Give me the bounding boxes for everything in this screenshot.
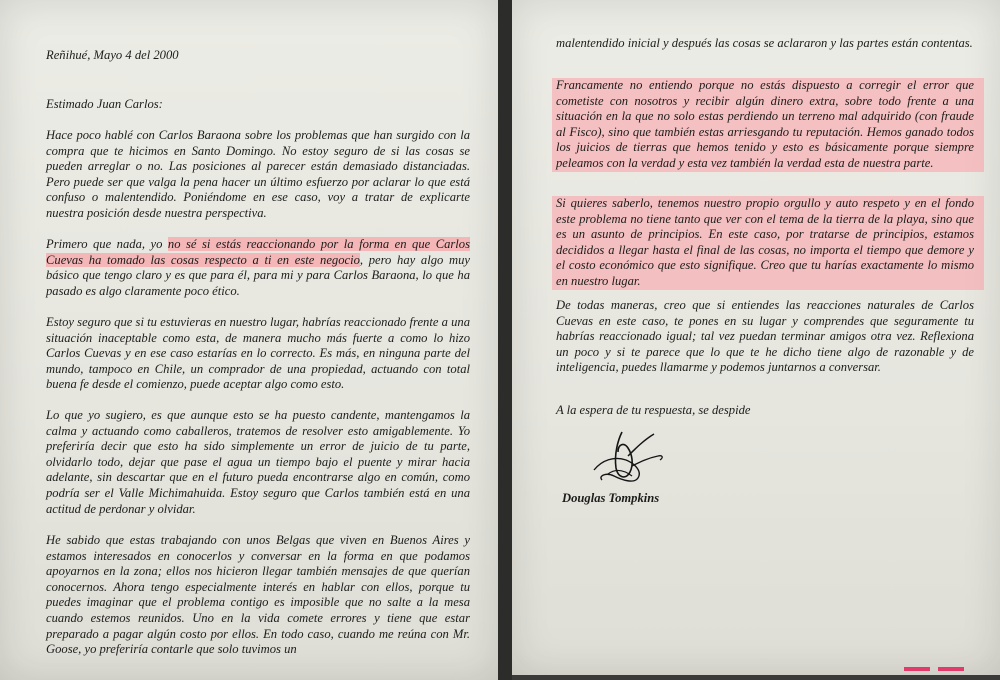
paragraph-5: He sabido que estas trabajando con unos Belgas que viven en Buenos Aires y estamos interesados en conocerlos y conversar en la forma en que podamos apoyarnos en la zona; ellos nos hicieron llegar también mensajes de que querían conocernos. Ahora tengo especialmente interés en hablar con ellos, porque tu puedes imaginar que el problema contigo es imposible que no salte a la mesa cuando estemos reunidos. Uno en la vida comete errores y tiene que estar preparado a pagar algún costo por ellos. En todo caso, cuando me reúna con Mr. Goose, yo preferiría contarle que solo tuvimos un <box>46 533 470 657</box>
pink-mark <box>938 667 964 671</box>
paragraph-6: malentendido inicial y después las cosas se aclararon y las partes están contentas. <box>556 36 973 50</box>
paragraph-3: Estoy seguro que si tu estuvieras en nuestro lugar, habrías reaccionado frente a una situación inaceptable como esta, de manera mucho más fuerte a como lo hizo Carlos Cuevas y en ese caso estarías en lo correcto. Es más, en ninguna parte del mundo, tampoco en Chile, un comprador de una propiedad, actuando con total buena fe desde el comienzo, puede aceptar algo como esto. <box>46 315 470 392</box>
right-page <box>512 0 1000 675</box>
paragraph-4: Lo que yo sugiero, es que aunque esto se ha puesto candente, mantengamos la calma y actuando como caballeros, tratemos de resolver esto amigablemente. Yo preferiría decir que esto ha sido simplemente un error de juicio de tu parte, olvidarlo todo, dejar que pase el agua un tiempo bajo el puente y mirar hacia adelante, sin descartar que en el futuro pueda encontrarse algo en común, como podría ser el Valle Michimahuida. Estoy seguro que Carlos también está en una actitud de perdonar y olvidar. <box>46 408 470 516</box>
paragraph-1: Hace poco hablé con Carlos Baraona sobre los problemas que han surgido con la compra que te hicimos en Santo Domingo. No estoy seguro de si las cosas se pueden arreglar o no. Las posiciones al parecer están demasiado distanciadas. Pero puede ser que valga la pena hacer un último esfuerzo por aclarar lo que está confuso o malentendido. Poniéndome en ese caso, voy a tratar de explicarte nuestra posición desde nuestra perspectiva. <box>46 128 470 220</box>
highlighted-passage-2: Francamente no entiendo porque no estás dispuesto a corregir el error que cometiste con nosotros y recibir algún dinero extra, sobre todo frente a una situación en la que no solo estas perdiendo un terreno mal adquirido (con fraude al Fisco), sino que también estas arriesgando tu reputación. Hemos ganado todos los juicios de tierras que hemos tenido y esto es básicamente porque siempre peleamos con la verdad y esta vez también la verdad esta de nuestra parte. <box>552 78 984 172</box>
paragraph-9: De todas maneras, creo que si entiendes las reacciones naturales de Carlos Cuevas en este caso, te pones en su lugar y comprendes que seguramente tu habrías reaccionado igual; tal vez puedan terminar amigos otra vez. Reflexiona un poco y si te parece que lo que te he dicho tiene algo de razonable y de inteligencia, puedes llamarme y podemos juntarnos a conversar. <box>556 298 974 375</box>
left-page <box>0 0 498 680</box>
paragraph-2-start: Primero que nada, yo <box>46 237 168 251</box>
highlighted-passage-1: no sé si estás reaccionando por la forma en que Carlos Cuevas ha tomado las cosas respecto a ti en este negocio <box>46 237 470 267</box>
paragraph-8 <box>556 196 974 290</box>
handwritten-signature-icon <box>588 426 668 486</box>
signer-name: Douglas Tompkins <box>562 491 660 505</box>
paragraph-2 <box>46 237 470 299</box>
paragraph-2-end: , pero hay algo muy básico que tengo claro y es que para él, para mi y para Carlos Baraona, lo que ha pasado es algo claramente poco ético. <box>46 252 470 298</box>
place-date: Reñihué, Mayo 4 del 2000 <box>46 48 179 62</box>
pink-mark <box>904 667 930 671</box>
paragraph-7 <box>556 78 974 172</box>
page-gutter <box>498 0 512 680</box>
closing-line: A la espera de tu respuesta, se despide <box>556 403 751 417</box>
highlighted-passage-3: Si quieres saberlo, tenemos nuestro propio orgullo y auto respeto y en el fondo este problema no tiene tanto que ver con el tema de la tierra de la playa, sino que es un asunto de principios. En este caso, por tratarse de principios, estamos decididos a llegar hasta el final de las cosas, no importa el tiempo que demore y el costo económico que esto signifique. Creo que tu harías exactamente lo mismo en nuestro lugar. <box>552 196 984 290</box>
salutation: Estimado Juan Carlos: <box>46 97 163 111</box>
